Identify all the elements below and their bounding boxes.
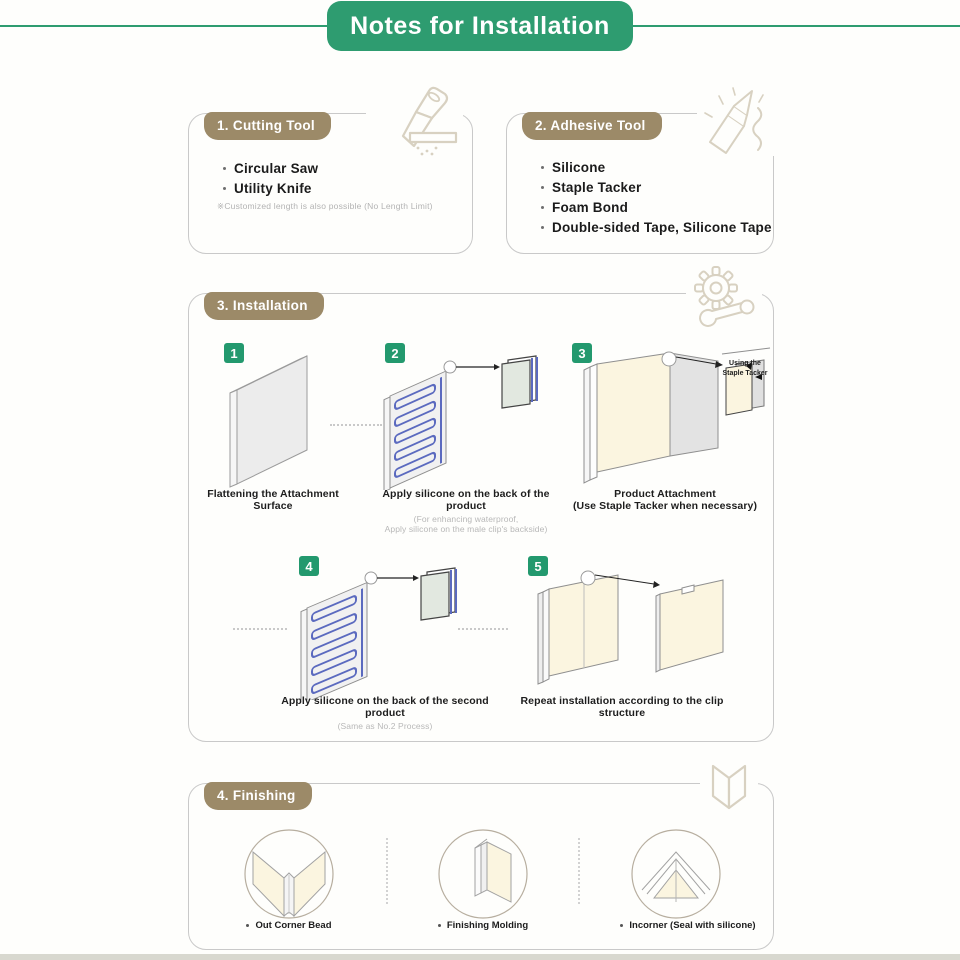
caption-subtext: (For enhancing waterproof,: [413, 514, 519, 524]
step4-caption: [272, 695, 498, 731]
finishing-label: Incorner (Seal with silicone): [629, 920, 756, 931]
section-label-cutting: 1. Cutting Tool: [204, 112, 331, 140]
caption-subtext: (Same as No.2 Process): [337, 721, 433, 731]
list-item: [541, 160, 772, 175]
section-label-installation: 3. Installation: [204, 292, 324, 320]
finishing-label: Out Corner Bead: [255, 920, 332, 931]
caption-text: Repeat installation according to the clip structure: [520, 695, 724, 719]
bullet-dot: [246, 924, 249, 927]
gear-wrench-icon: [686, 262, 762, 328]
bullet-dot: [438, 924, 441, 927]
step2-caption: [368, 488, 564, 534]
bullet-dot: [541, 186, 544, 189]
list-item: [223, 161, 433, 176]
list-item: [541, 180, 772, 195]
caption-text: Apply silicone on the back of the product: [382, 488, 550, 512]
caption-text: Flattening the Attachment Surface: [207, 488, 339, 512]
step-badge-4: 4: [299, 556, 319, 576]
corner-bead-icon: [700, 756, 758, 818]
finishing-caption: [608, 920, 768, 931]
caption-subtext: Apply silicone on the male clip's backside): [384, 524, 548, 534]
step4-illustration: [295, 560, 470, 700]
section-label-adhesive: 2. Adhesive Tool: [522, 112, 662, 140]
bullet-dot: [541, 206, 544, 209]
list-item-label: Silicone: [552, 160, 606, 175]
step-separator-dots: [330, 424, 382, 426]
step5-caption: [498, 695, 746, 719]
step-badge-3: 3: [572, 343, 592, 363]
step5-illustration: [530, 558, 725, 698]
bullet-dot: [223, 187, 226, 190]
page-title: Notes for Installation: [327, 1, 633, 51]
list-item-label: Utility Knife: [234, 181, 312, 196]
step-badge-2: 2: [385, 343, 405, 363]
step-badge-5: 5: [528, 556, 548, 576]
adhesive-tool-list: [541, 160, 772, 240]
section-label-finishing: 4. Finishing: [204, 782, 312, 810]
finishing-separator-dots: [386, 838, 388, 904]
cutting-tool-list: [217, 161, 433, 212]
bullet-dot: [223, 167, 226, 170]
finishing-separator-dots: [578, 838, 580, 904]
list-item: [541, 220, 772, 235]
out-corner-bead-illustration: [243, 828, 335, 920]
step3-annotation: [718, 359, 772, 379]
list-item-label: Staple Tacker: [552, 180, 642, 195]
glue-tube-icon: [697, 82, 777, 156]
list-item-label: Circular Saw: [234, 161, 319, 176]
list-item-label: Foam Bond: [552, 200, 629, 215]
bullet-dot: [620, 924, 623, 927]
caption-text: (Use Staple Tacker when necessary): [572, 500, 758, 512]
annotation-line: Using the: [729, 360, 761, 367]
list-item: [223, 181, 433, 196]
list-item-label: Double-sided Tape, Silicone Tape: [552, 220, 772, 235]
step-separator-dots: [233, 628, 287, 630]
cutting-note: ※Customized length is also possible (No Length Limit): [217, 201, 433, 211]
caption-text: Product Attachment: [614, 488, 716, 500]
saw-icon: [366, 84, 463, 156]
finishing-caption: [422, 920, 544, 931]
bullet-dot: [541, 226, 544, 229]
step2-illustration: [380, 350, 550, 490]
step-badge-1: 1: [224, 343, 244, 363]
list-item: [541, 200, 772, 215]
finishing-label: Finishing Molding: [446, 920, 529, 931]
caption-text: Apply silicone on the back of the second product: [281, 695, 489, 719]
step1-caption: [188, 488, 358, 512]
step1-illustration: [215, 348, 345, 493]
bullet-dot: [541, 166, 544, 169]
step3-caption: [572, 488, 758, 512]
page-bottom-strip: [0, 954, 960, 960]
incorner-illustration: [630, 828, 722, 920]
finishing-caption: [232, 920, 346, 931]
annotation-line: Staple Tacker: [722, 370, 768, 377]
finishing-molding-illustration: [437, 828, 529, 920]
